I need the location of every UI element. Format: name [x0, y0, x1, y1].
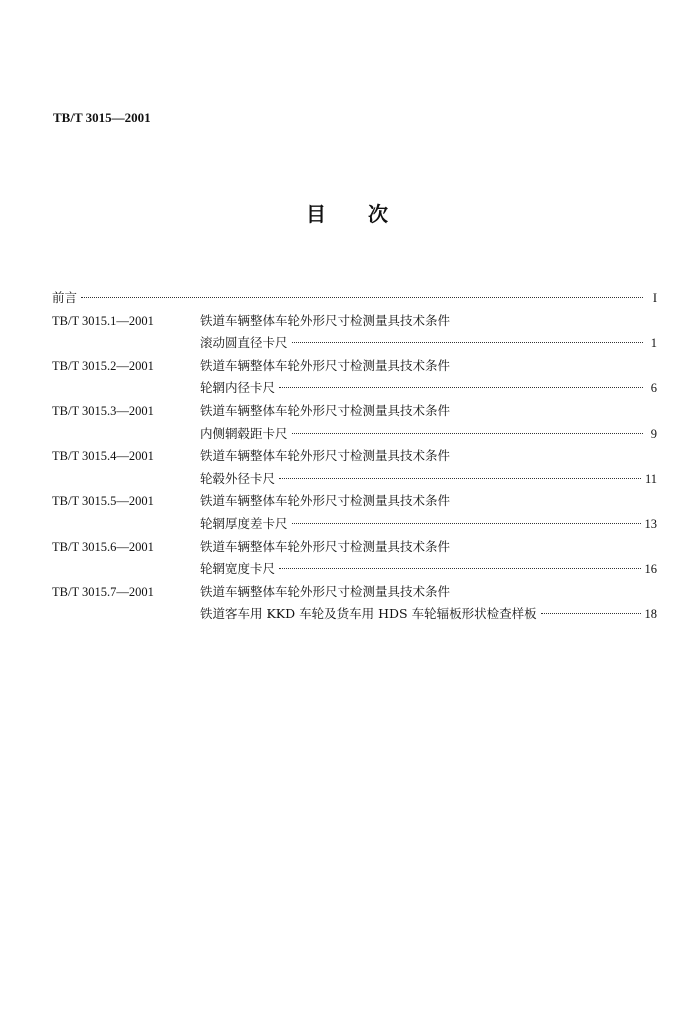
toc-entry-title: 铁道车辆整体车轮外形尺寸检测量具技术条件	[200, 312, 451, 328]
toc-preface-label: 前言	[52, 290, 78, 305]
toc-entry-subtitle: 内侧辋毂距卡尺	[200, 425, 288, 441]
toc-entry-page: 1	[650, 336, 657, 351]
toc-entry-code: TB/T 3015.3—2001	[52, 403, 154, 418]
title-char-1: 目	[306, 202, 328, 226]
toc-entry-subtitle-row[interactable]	[52, 423, 657, 446]
toc-entry-subtitle-row[interactable]	[52, 603, 657, 626]
toc-entry-page: 9	[650, 426, 657, 441]
toc-entry-subtitle-row[interactable]	[52, 513, 657, 536]
toc-entry-title: 铁道车辆整体车轮外形尺寸检测量具技术条件	[200, 493, 451, 509]
toc-entry-page: 13	[644, 516, 657, 531]
toc-entry-code-row	[52, 490, 657, 513]
toc-entry-title: 铁道车辆整体车轮外形尺寸检测量具技术条件	[200, 402, 451, 418]
toc-entry-code: TB/T 3015.5—2001	[52, 494, 154, 509]
toc-entry-code: TB/T 3015.6—2001	[52, 539, 154, 554]
leader-dots	[541, 613, 641, 614]
toc-entry-code-row	[52, 581, 657, 604]
toc-entry-code-row	[52, 400, 657, 423]
toc-entry-subtitle: 轮毂外径卡尺	[200, 470, 276, 486]
leader-dots	[292, 523, 641, 524]
table-of-contents	[52, 287, 657, 626]
toc-entry-subtitle-row[interactable]	[52, 332, 657, 355]
leader-dots	[279, 387, 643, 388]
page-title	[0, 198, 696, 227]
toc-entry-code: TB/T 3015.7—2001	[52, 584, 154, 599]
document-code: TB/T 3015—2001	[53, 110, 151, 125]
toc-entry-code-row	[52, 445, 657, 468]
toc-entry-code-row	[52, 536, 657, 559]
toc-entry-code: TB/T 3015.4—2001	[52, 449, 154, 464]
toc-entry-code-row	[52, 355, 657, 378]
toc-entry-subtitle-row[interactable]	[52, 468, 657, 491]
toc-preface-page: I	[652, 291, 657, 305]
leader-dots	[279, 478, 641, 479]
toc-entry-title: 铁道车辆整体车轮外形尺寸检测量具技术条件	[200, 538, 451, 554]
toc-entry-title: 铁道车辆整体车轮外形尺寸检测量具技术条件	[200, 448, 451, 464]
toc-preface-row[interactable]	[52, 287, 657, 310]
toc-entry-page: 16	[644, 562, 657, 577]
toc-entry-subtitle: 轮辋厚度差卡尺	[200, 515, 288, 531]
toc-entry-subtitle: 滚动圆直径卡尺	[200, 335, 288, 351]
leader-dots	[81, 297, 643, 298]
toc-entry-code-row	[52, 310, 657, 333]
leader-dots	[292, 342, 643, 343]
toc-entry-code: TB/T 3015.1—2001	[52, 313, 154, 328]
leader-dots	[292, 433, 643, 434]
toc-entry-page: 18	[644, 607, 657, 622]
toc-entry-subtitle-row[interactable]	[52, 558, 657, 581]
toc-entry-subtitle-row[interactable]	[52, 377, 657, 400]
toc-entry-title: 铁道车辆整体车轮外形尺寸检测量具技术条件	[200, 357, 451, 373]
toc-entry-subtitle: 轮辋宽度卡尺	[200, 561, 276, 577]
toc-entry-subtitle: 铁道客车用 KKD 车轮及货车用 HDS 车轮辐板形状检查样板	[200, 606, 537, 622]
toc-entry-page: 11	[644, 471, 657, 486]
toc-entry-page: 6	[650, 381, 657, 396]
leader-dots	[279, 568, 640, 569]
toc-entry-subtitle: 轮辋内径卡尺	[200, 380, 276, 396]
title-char-2: 次	[368, 202, 390, 226]
toc-entry-code: TB/T 3015.2—2001	[52, 358, 154, 373]
toc-entry-title: 铁道车辆整体车轮外形尺寸检测量具技术条件	[200, 583, 451, 599]
